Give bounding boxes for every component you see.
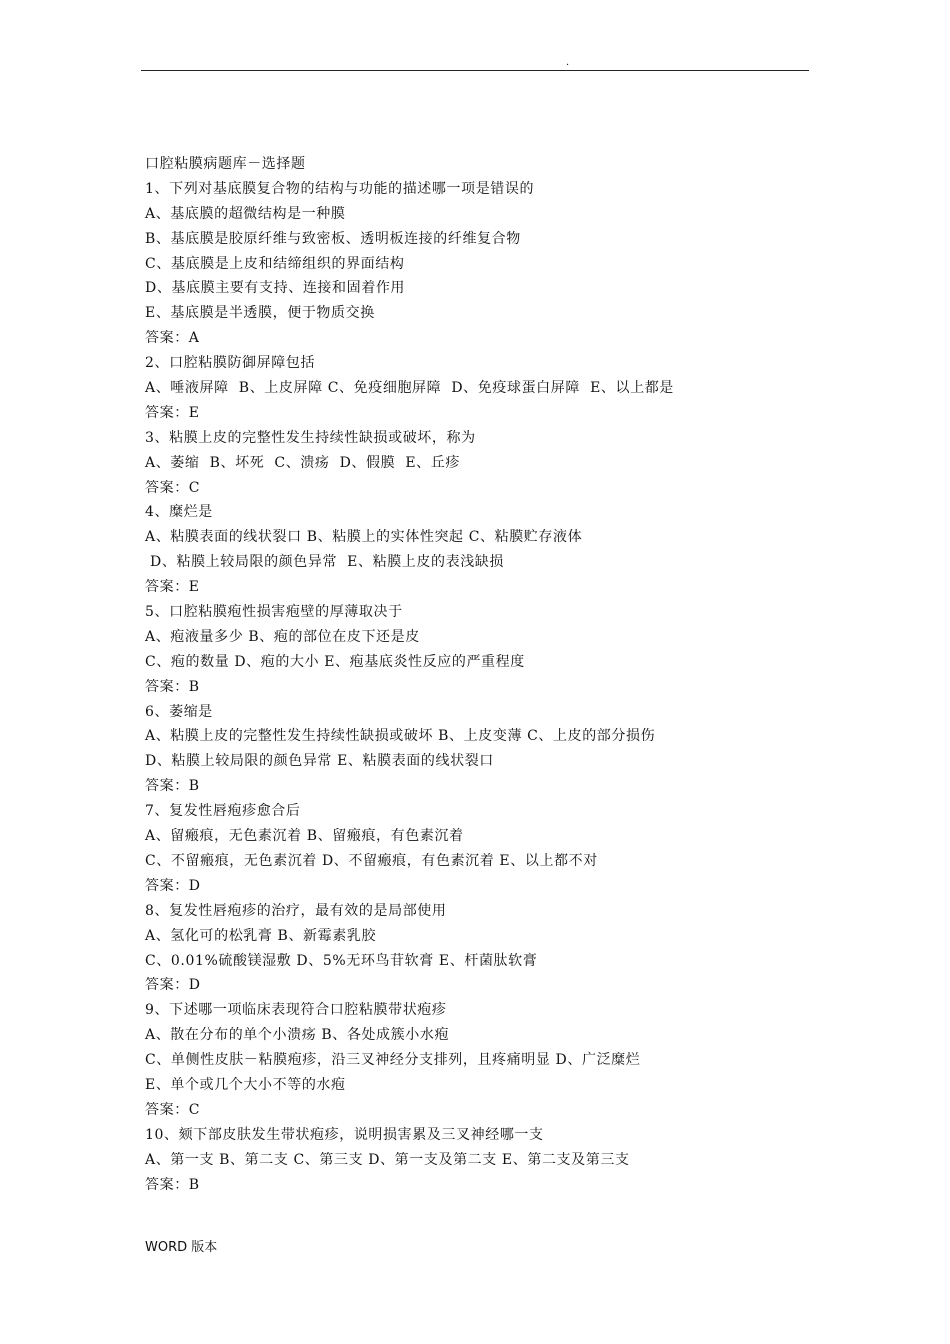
text-line: A、散在分布的单个小溃疡 B、各处成簇小水疱: [145, 1027, 450, 1044]
text-line: A、唾液屏障 B、上皮屏障 C、免疫细胞屏障 D、免疫球蛋白屏障 E、以上都是: [145, 380, 674, 397]
text-line: 1、下列对基底膜复合物的结构与功能的描述哪一项是错误的: [145, 180, 535, 197]
text-line: C、基底膜是上皮和结缔组织的界面结构: [145, 255, 405, 272]
text-line: 答案：C: [145, 479, 201, 496]
text-line: 7、复发性唇疱疹愈合后: [145, 803, 301, 820]
text-line: 答案：B: [145, 778, 200, 795]
text-line: A、疱液量多少 B、疱的部位在皮下还是皮: [145, 628, 420, 645]
text-line: 3、粘膜上皮的完整性发生持续性缺损或破坏，称为: [145, 429, 476, 446]
text-line: 答案：E: [145, 404, 200, 421]
text-line: A、基底膜的超微结构是一种膜: [145, 205, 346, 222]
text-line: 4、糜烂是: [145, 504, 213, 521]
text-line: E、单个或几个大小不等的水疱: [145, 1076, 346, 1093]
text-line: A、萎缩 B、坏死 C、溃疡 D、假膜 E、丘疹: [145, 454, 460, 471]
text-line: 口腔粘膜病题库－选择题: [145, 156, 306, 172]
text-line: B、基底膜是胶原纤维与致密板、透明板连接的纤维复合物: [145, 230, 521, 247]
text-line: A、氢化可的松乳膏 B、新霉素乳胶: [145, 927, 377, 944]
text-line: 6、萎缩是: [145, 703, 213, 720]
text-line: A、留瘢痕，无色素沉着 B、留瘢痕，有色素沉着: [145, 828, 464, 845]
text-line: 9、下述哪一项临床表现符合口腔粘膜带状疱疹: [145, 1002, 447, 1019]
text-line: 答案：C: [145, 1101, 201, 1118]
header-rule: [141, 70, 809, 71]
text-line: C、疱的数量 D、疱的大小 E、疱基底炎性反应的严重程度: [145, 653, 525, 670]
text-line: C、不留瘢痕，无色素沉着 D、不留瘢痕，有色素沉着 E、以上都不对: [145, 852, 598, 869]
text-line: 答案：D: [145, 977, 201, 994]
text-line: D、粘膜上较局限的颜色异常 E、粘膜上皮的表浅缺损: [145, 554, 504, 571]
text-line: 10、颏下部皮肤发生带状疱疹，说明损害累及三叉神经哪一支: [145, 1126, 544, 1143]
document-body: [145, 152, 835, 1197]
header-mark: .: [566, 57, 570, 68]
text-line: A、粘膜上皮的完整性发生持续性缺损或破坏 B、上皮变薄 C、上皮的部分损伤: [145, 728, 656, 745]
text-line: 答案：B: [145, 1176, 200, 1193]
text-line: D、基底膜主要有支持、连接和固着作用: [145, 280, 406, 297]
text-line: C、0.01%硫酸镁湿敷 D、5%无环鸟苷软膏 E、杆菌肽软膏: [145, 952, 538, 969]
text-line: 5、口腔粘膜疱性损害疱壁的厚薄取决于: [145, 604, 403, 621]
text-line: 答案：A: [145, 330, 200, 347]
text-line: A、第一支 B、第二支 C、第三支 D、第一支及第二支 E、第二支及第三支: [145, 1151, 630, 1168]
text-line: D、粘膜上较局限的颜色异常 E、粘膜表面的线状裂口: [145, 753, 494, 770]
text-line: 2、口腔粘膜防御屏障包括: [145, 355, 316, 372]
text-line: A、粘膜表面的线状裂口 B、粘膜上的实体性突起 C、粘膜贮存液体: [145, 529, 583, 546]
text-line: 答案：D: [145, 877, 201, 894]
footer-label: WORD 版本: [145, 1240, 218, 1255]
text-line: 8、复发性唇疱疹的治疗，最有效的是局部使用: [145, 902, 447, 919]
text-line: C、单侧性皮肤－粘膜疱疹，沿三叉神经分支排列，且疼痛明显 D、广泛糜烂: [145, 1052, 641, 1069]
text-line: E、基底膜是半透膜，便于物质交换: [145, 305, 375, 322]
text-line: 答案：E: [145, 579, 200, 596]
text-line: 答案：B: [145, 678, 200, 695]
